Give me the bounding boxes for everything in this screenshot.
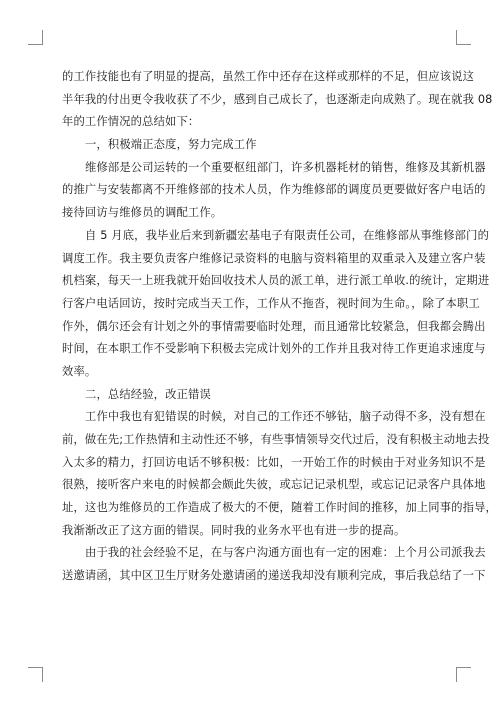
text-line: 半年我的付出更令我收获了不少，感到自己成长了，也逐渐走向成熟了。现在就我 08 (62, 92, 493, 106)
crop-mark-bottom-right (456, 667, 471, 682)
document-body (62, 66, 497, 588)
crop-mark-top-left (28, 30, 43, 45)
text-line: 作外，偶尔还会有计划之外的事情需要临时处理，而且通常比较紧急，但我都会腾出 (62, 319, 486, 333)
text-line: 我渐渐改正了这方面的错误。同时我的业务水平也有进一步的提高。 (62, 523, 406, 537)
text-line: 自 5 月底，我毕业后来到新疆宏基电子有限责任公司，在维修部从事维修部门的 (85, 228, 490, 242)
text-line: 机档案，每天一上班我就开始回收技术人员的派工单，进行派工单收.的统计，定期进 (62, 274, 490, 288)
text-line: 址，这也为维修员的工作造成了极大的不便，随着工作时间的推移，加上同事的指导， (62, 501, 497, 515)
text-line: 送邀请函，其中区卫生厅财务处邀请函的递送我却没有顺利完成，事后我总结了一下 (62, 569, 486, 583)
text-line: 时间，在本职工作不受影响下积极去完成计划外的工作并且我对待工作更追求速度与 (62, 342, 486, 356)
crop-mark-bottom-left (28, 667, 43, 682)
section-heading: 二，总结经验，改正错误 (85, 387, 211, 401)
section-heading: 一，积极端正态度，努力完成工作 (85, 138, 257, 152)
text-line: 工作中我也有犯错误的时候，对自己的工作还不够钻，脑子动得不多，没有想在 (85, 410, 486, 424)
text-line: 年的工作情况的总结如下： (62, 115, 200, 129)
text-line: 效率。 (62, 364, 97, 378)
text-line: 前，做在先;工作热情和主动性还不够，有些事情领导交代过后，没有积极主动地去投 (62, 433, 490, 446)
text-line: 入太多的精力，打回访电话不够积极：比如，一开始工作的时候由于对业务知识不是 (62, 455, 486, 469)
text-line: 很熟，接听客户来电的时候都会颇此失彼，或忘记记录机型，或忘记记录客户具体地 (62, 478, 486, 492)
text-line: 的推广与安装都离不开维修部的技术人员，作为维修部的调度员更要做好客户电话的 (62, 183, 486, 197)
text-line: 的工作技能也有了明显的提高，虽然工作中还存在这样或那样的不足，但应该说这 (62, 70, 475, 83)
text-line: 行客户电话回访，按时完成当天工作，工作从不拖沓，视时间为生命。，除了本职工 (62, 296, 480, 310)
text-line: 调度工作。我主要负责客户维修记录资料的电脑与资料箱里的双重录入及建立客户装 (62, 251, 486, 265)
text-line: 维修部是公司运转的一个重要枢纽部门，许多机器耗材的销售，维修及其新机器 (85, 160, 486, 174)
text-line: 由于我的社会经验不足，在与客户沟通方面也有一定的困难：上个月公司派我去 (85, 546, 486, 560)
crop-mark-top-right (456, 30, 471, 45)
text-line: 接待回访与维修员的调配工作。 (62, 206, 223, 220)
